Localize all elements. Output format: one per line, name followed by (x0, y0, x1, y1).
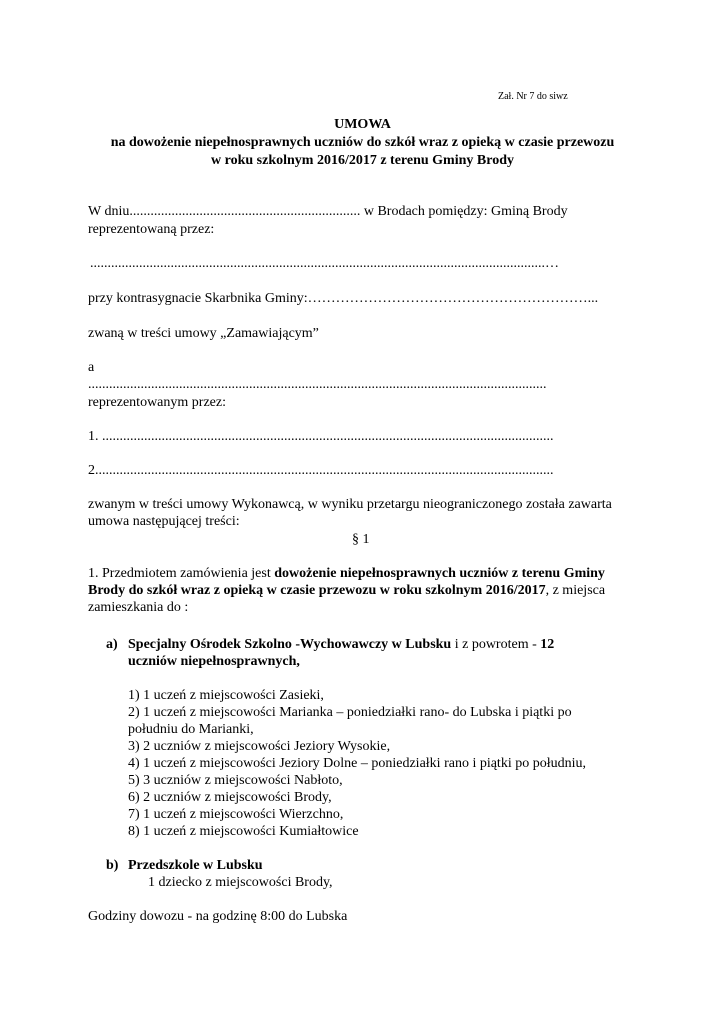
document-title: UMOWA (334, 117, 391, 132)
clause-1-bold-1: dowożenie niepełnosprawnych uczniów z terenu Gminy (274, 566, 605, 581)
item-a-count: 12 (540, 637, 555, 652)
represented-by-label-2: reprezentowanym przez: (88, 395, 226, 410)
item-b-label: b) (106, 858, 119, 873)
student-line: 5) 3 uczniów z miejscowości Nabłoto, (128, 773, 343, 788)
representative-blank-line: ..................................................................................................................................… (90, 256, 559, 271)
student-line: południu do Marianki, (128, 722, 254, 737)
contractor-blank-line: ................................................................................................................................... (88, 377, 547, 392)
wykonawca-line-1: zwanym w treści umowy Wykonawcą, w wyniku przetargu nieograniczonego została zawarta (88, 497, 612, 512)
representative-1-line: 1. ................................................................................................................................. (88, 429, 554, 444)
transport-hours: Godziny dowozu - na godzinę 8:00 do Lubska (88, 909, 348, 924)
student-line: 4) 1 uczeń z miejscowości Jeziory Dolne – poniedziałki rano i piątki po południu, (128, 756, 586, 771)
student-line: 3) 2 uczniów z miejscowości Jeziory Wysokie, (128, 739, 391, 754)
section-marker: § 1 (352, 532, 370, 547)
item-a-school: Specjalny Ośrodek Szkolno -Wychowawczy w Lubsku (128, 637, 452, 652)
student-line: 1) 1 uczeń z miejscowości Zasieki, (128, 688, 324, 703)
clause-1-line-3: zamieszkania do : (88, 600, 189, 615)
clause-1-suffix: , z miejsca (545, 583, 606, 598)
wykonawca-line-2: umowa następującej treści: (88, 514, 240, 529)
student-line: 6) 2 uczniów z miejscowości Brody, (128, 790, 332, 805)
student-line: 8) 1 uczeń z miejscowości Kumiałtowice (128, 824, 359, 839)
date-place-line: W dniu.................................................................. w Brodach pomiędzy: Gminą Brody (88, 204, 568, 219)
document-subtitle-2: w roku szkolnym 2016/2017 z terenu Gminy Brody (211, 153, 514, 168)
item-a-label: a) (106, 637, 118, 652)
and-word: a (88, 360, 95, 375)
attachment-note: Zał. Nr 7 do siwz (498, 91, 568, 102)
clause-1-line-2 (88, 582, 605, 600)
clause-1-line-1 (88, 565, 605, 583)
item-b-detail: 1 dziecko z miejscowości Brody, (148, 875, 333, 890)
clause-1-bold-2: Brody do szkół wraz z opieką w czasie przewozu w roku szkolnym 2016/2017 (88, 583, 546, 598)
clause-1-prefix: 1. Przedmiotem zamówienia jest (88, 566, 275, 581)
countersign-line: przy kontrasygnacie Skarbnika Gminy:……………………………………………………... (88, 291, 599, 306)
item-b-line-1 (106, 857, 263, 875)
item-a-line-2: uczniów niepełnosprawnych, (128, 654, 300, 669)
zamawiajacy-line: zwaną w treści umowy „Zamawiającym” (88, 326, 319, 341)
student-line: 7) 1 uczeń z miejscowości Wierzchno, (128, 807, 344, 822)
representative-2-line: 2................................................................................................................................... (88, 463, 554, 478)
document-subtitle-1: na dowożenie niepełnosprawnych uczniów do szkół wraz z opieką w czasie przewozu (110, 135, 615, 150)
item-a-line-1 (106, 636, 554, 654)
student-line: 2) 1 uczeń z miejscowości Marianka – poniedziałki rano- do Lubska i piątki po (128, 705, 572, 720)
represented-by-label: reprezentowaną przez: (88, 222, 215, 237)
item-a-return: i z powrotem - (451, 637, 541, 652)
item-b-title: Przedszkole w Lubsku (128, 858, 263, 873)
